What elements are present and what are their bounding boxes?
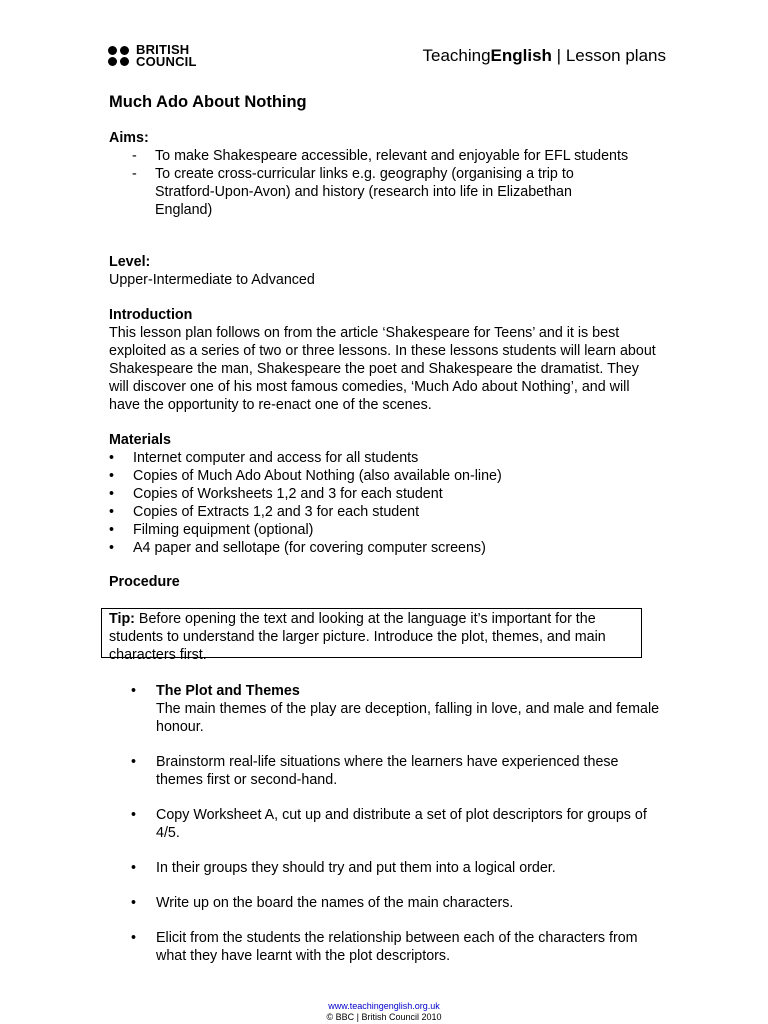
procedure-step: • In their groups they should try and put them into a logical order. [131,859,666,877]
british-council-logo [108,44,197,68]
procedure-step: • Brainstorm real-life situations where the learners have experienced these themes first or second-hand. [131,753,666,789]
procedure-list [131,682,671,965]
logo-line-2: COUNCIL [136,54,197,69]
materials-label: Materials [109,432,171,448]
tip-text: Before opening the text and looking at the language it’s important for the students to understand the larger picture. Introduce the plot, themes, and main characters first. [109,611,606,663]
page-title: Much Ado About Nothing [109,93,307,111]
materials-item: • Filming equipment (optional) [109,521,669,539]
procedure-step: • Copy Worksheet A, cut up and distribute a set of plot descriptors for groups of 4/5. [131,806,666,842]
logo-dots-icon [108,46,129,66]
page-footer [0,1001,768,1023]
plot-themes-text: The main themes of the play are deception, falling in love, and male and female honour. [156,701,660,735]
aims-list [109,147,629,219]
footer-url-link[interactable]: www.teachingenglish.org.uk [328,1001,440,1011]
materials-item: • Copies of Much Ado About Nothing (also available on-line) [109,467,669,485]
logo-line-1: BRITISH [136,42,190,57]
materials-list [109,449,669,557]
aims-label: Aims: [109,130,149,146]
materials-section [109,431,669,557]
brand-prefix: Teaching [422,46,491,65]
materials-item: • A4 paper and sellotape (for covering computer screens) [109,539,669,557]
aims-section [109,129,629,219]
materials-item: • Internet computer and access for all students [109,449,669,467]
level-text: Upper-Intermediate to Advanced [109,272,315,288]
procedure-label: Procedure [109,574,180,590]
procedure-step: • Elicit from the students the relationship between each of the characters from what they have learnt with the plot descriptors. [131,929,666,965]
level-label: Level: [109,254,151,270]
aims-item: - To make Shakespeare accessible, relevant and enjoyable for EFL students [109,147,629,165]
materials-item: • Copies of Extracts 1,2 and 3 for each student [109,503,669,521]
procedure-steps [131,682,671,982]
brand-bold: English [490,46,552,65]
procedure-step: • Write up on the board the names of the main characters. [131,894,666,912]
introduction-section [109,306,659,414]
materials-item: • Copies of Worksheets 1,2 and 3 for each student [109,485,669,503]
tip-label: Tip: [109,611,135,627]
level-section [109,253,669,289]
plot-themes-heading: • The Plot and Themes [156,683,300,699]
teachingenglish-brand [422,46,666,66]
footer-copyright: © BBC | British Council 2010 [326,1012,442,1022]
plot-themes-item [131,682,666,736]
brand-suffix: | Lesson plans [551,46,666,65]
introduction-label: Introduction [109,307,193,323]
tip-box [101,608,642,663]
introduction-text: This lesson plan follows on from the article ‘Shakespeare for Teens’ and it is best exploited as a series of two or three lessons. In these lessons students will learn about Shakespeare the man, Shakespeare the poet and Shakespeare the dramatist. They will discover one of his most famous comedies, ‘Much Ado about Nothing’, and will have the opportunity to re-enact one of the scenes. [109,325,656,413]
aims-item: - To create cross-curricular links e.g. geography (organising a trip to Stratford-Upon-Avon) and history (research into life in Elizabethan England) [109,165,629,219]
logo-wordmark [136,44,197,68]
